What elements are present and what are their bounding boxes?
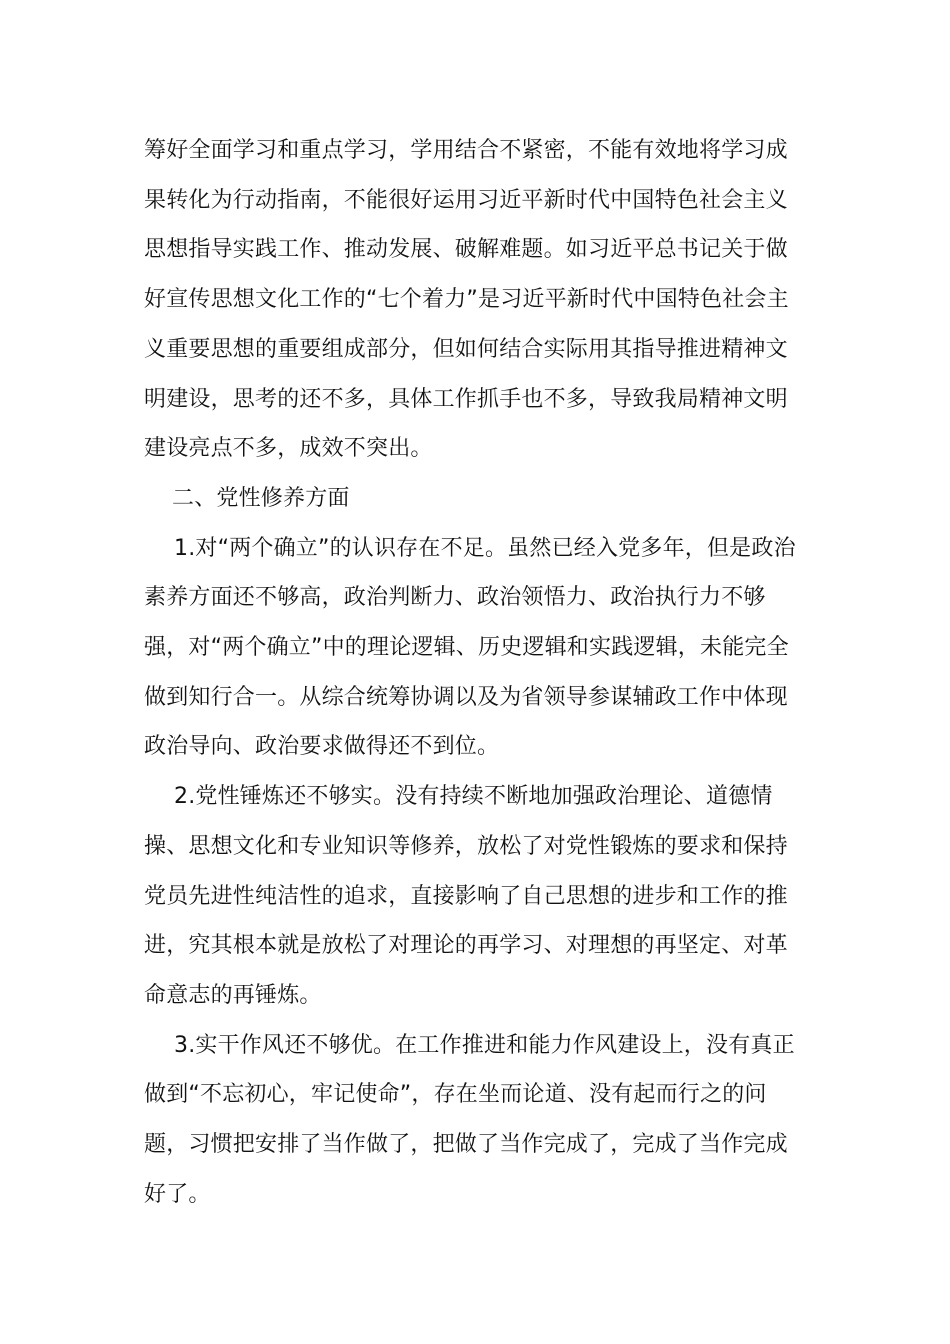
list-item: 2.党性锤炼还不够实。没有持续不断地加强政治理论、道德情操、思想文化和专业知识等修养，放松了对党性锻炼的要求和保持党员先进性纯洁性的追求，直接影响了自己思想的进步和工作的推进，究其根本就是放松了对理论的再学习、对理想的再坚定、对革命意志的再锤炼。: [144, 784, 788, 1008]
section-heading: 二、党性修养方面: [172, 485, 350, 511]
list-item: 3.实干作风还不够优。在工作推进和能力作风建设上，没有真正做到“不忘初心，牢记使命”，存在坐而论道、没有起而行之的问题，习惯把安排了当作做了，把做了当作完成了，完成了当作完成好了。: [144, 1032, 795, 1207]
list-item: 1.对“两个确立”的认识存在不足。虽然已经入党多年，但是政治素养方面还不够高，政治判断力、政治领悟力、政治执行力不够强，对“两个确立”中的理论逻辑、历史逻辑和实践逻辑，未能完全做到知行合一。从综合统筹协调以及为省领导参谋辅政工作中体现政治导向、政治要求做得还不到位。: [144, 535, 796, 760]
paragraph-continued: 筹好全面学习和重点学习，学用结合不紧密，不能有效地将学习成果转化为行动指南，不能很好运用习近平新时代中国特色社会主义思想指导实践工作、推动发展、破解难题。如习近平总书记关于做好宣传思想文化工作的“七个着力”是习近平新时代中国特色社会主义重要思想的重要组成部分，但如何结合实际用其指导推进精神文明建设，思考的还不多，具体工作抓手也不多，导致我局精神文明建设亮点不多，成效不突出。: [144, 138, 789, 462]
document-body: [144, 126, 806, 1219]
